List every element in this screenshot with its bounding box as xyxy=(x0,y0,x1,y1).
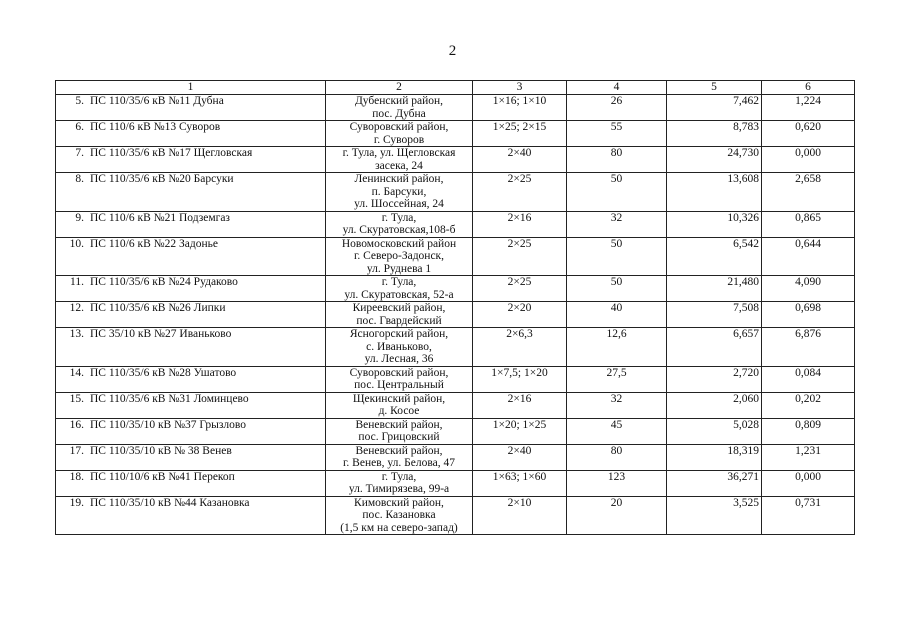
load-cell: 24,730 xyxy=(667,147,762,173)
load-cell: 2,060 xyxy=(667,392,762,418)
transformers-cell: 1×16; 1×10 xyxy=(473,95,567,121)
row-number: 7. xyxy=(75,147,84,159)
substation-cell xyxy=(56,392,326,418)
table-row xyxy=(56,276,855,302)
table-row xyxy=(56,366,855,392)
power-cell: 123 xyxy=(567,470,667,496)
table-row xyxy=(56,328,855,367)
location-cell xyxy=(326,211,473,237)
location-line: г. Тула, xyxy=(381,211,417,224)
location-line: Ленинский район, xyxy=(354,173,444,185)
substation-cell xyxy=(56,470,326,496)
power-cell: 50 xyxy=(567,237,667,276)
table-row xyxy=(56,470,855,496)
row-number: 10. xyxy=(69,237,84,250)
row-number: 18. xyxy=(69,470,84,483)
reserve-cell: 0,731 xyxy=(762,496,855,535)
substation-name: ПС 110/35/6 кВ №26 Липки xyxy=(90,302,226,314)
location-line: г. Тула, xyxy=(381,470,417,483)
row-number: 19. xyxy=(69,496,84,509)
table-row xyxy=(56,418,855,444)
transformers-cell: 2×25 xyxy=(473,173,567,212)
reserve-cell: 0,000 xyxy=(762,147,855,173)
substation-name: ПС 110/10/6 кВ №41 Перекоп xyxy=(90,470,235,483)
transformers-cell: 2×10 xyxy=(473,496,567,535)
location-line: д. Косое xyxy=(378,405,420,417)
power-cell: 45 xyxy=(567,418,667,444)
table-row xyxy=(56,173,855,212)
location-cell xyxy=(326,95,473,121)
location-line: Дубенский район, xyxy=(354,95,444,107)
substation-cell xyxy=(56,418,326,444)
substation-cell xyxy=(56,444,326,470)
location-line: Киреевский район, xyxy=(352,302,446,314)
transformers-cell: 2×25 xyxy=(473,276,567,302)
row-number: 17. xyxy=(69,444,84,457)
table-row xyxy=(56,444,855,470)
row-number: 6. xyxy=(75,121,84,133)
load-cell: 3,525 xyxy=(667,496,762,535)
substation-name: ПС 110/35/10 кВ №44 Казановка xyxy=(90,496,250,509)
location-line: (1,5 км на северо-запад) xyxy=(340,521,458,534)
power-cell: 32 xyxy=(567,392,667,418)
location-line: ул. Скуратовская,108-б xyxy=(342,224,456,236)
location-line: пос. Грицовский xyxy=(358,431,440,443)
location-line: г. Суворов xyxy=(373,133,425,146)
reserve-cell: 0,809 xyxy=(762,418,855,444)
table-row xyxy=(56,237,855,276)
power-cell: 27,5 xyxy=(567,366,667,392)
location-line: Веневский район, xyxy=(355,418,443,431)
location-line: ул. Скуратовская, 52-а xyxy=(344,288,454,301)
substation-cell xyxy=(56,121,326,147)
location-line: г. Тула, ул. Щегловская xyxy=(342,147,456,159)
column-header: 2 xyxy=(326,81,473,95)
row-number: 16. xyxy=(69,418,84,431)
location-cell xyxy=(326,496,473,535)
power-cell: 55 xyxy=(567,121,667,147)
substation-name: ПС 110/6 кВ №13 Суворов xyxy=(90,121,221,133)
substation-cell xyxy=(56,173,326,212)
transformers-cell: 2×16 xyxy=(473,211,567,237)
substation-cell xyxy=(56,366,326,392)
row-number: 11. xyxy=(70,276,84,288)
load-cell: 36,271 xyxy=(667,470,762,496)
transformers-cell: 1×25; 2×15 xyxy=(473,121,567,147)
reserve-cell: 1,231 xyxy=(762,444,855,470)
location-line: пос. Дубна xyxy=(372,107,426,120)
reserve-cell: 4,090 xyxy=(762,276,855,302)
location-line: г. Тула, xyxy=(381,276,417,288)
reserve-cell: 1,224 xyxy=(762,95,855,121)
location-cell xyxy=(326,276,473,302)
transformers-cell: 1×7,5; 1×20 xyxy=(473,366,567,392)
location-cell xyxy=(326,147,473,173)
row-number: 13. xyxy=(69,328,84,340)
transformers-cell: 2×40 xyxy=(473,147,567,173)
location-line: пос. Казановка xyxy=(362,509,436,521)
power-cell: 40 xyxy=(567,302,667,328)
table-row xyxy=(56,392,855,418)
substation-cell xyxy=(56,211,326,237)
load-cell: 5,028 xyxy=(667,418,762,444)
power-cell: 12,6 xyxy=(567,328,667,367)
row-number: 8. xyxy=(75,173,84,185)
row-number: 15. xyxy=(69,392,84,405)
table-row xyxy=(56,302,855,328)
reserve-cell: 0,644 xyxy=(762,237,855,276)
location-line: г. Северо-Задонск, xyxy=(353,250,445,262)
substation-table xyxy=(55,80,855,535)
table-row xyxy=(56,121,855,147)
location-cell xyxy=(326,392,473,418)
reserve-cell: 0,620 xyxy=(762,121,855,147)
reserve-cell: 0,202 xyxy=(762,392,855,418)
table-row xyxy=(56,147,855,173)
location-line: п. Барсуки, xyxy=(371,185,427,198)
substation-name: ПС 110/35/6 кВ №11 Дубна xyxy=(90,95,224,107)
power-cell: 26 xyxy=(567,95,667,121)
location-line: ул. Тимирязева, 99-а xyxy=(348,483,450,495)
location-cell xyxy=(326,121,473,147)
reserve-cell: 0,000 xyxy=(762,470,855,496)
power-cell: 80 xyxy=(567,444,667,470)
substation-name: ПС 110/6 кВ №21 Подземгаз xyxy=(90,211,230,224)
substation-cell xyxy=(56,237,326,276)
load-cell: 13,608 xyxy=(667,173,762,212)
load-cell: 7,462 xyxy=(667,95,762,121)
reserve-cell: 2,658 xyxy=(762,173,855,212)
substation-name: ПС 110/35/10 кВ №37 Грызлово xyxy=(90,418,246,431)
substation-name: ПС 110/35/10 кВ № 38 Венев xyxy=(90,444,232,457)
location-line: Щекинский район, xyxy=(352,392,446,405)
reserve-cell: 0,698 xyxy=(762,302,855,328)
table-body xyxy=(56,95,855,535)
column-header: 4 xyxy=(567,81,667,95)
row-number: 12. xyxy=(69,302,84,314)
power-cell: 50 xyxy=(567,173,667,212)
location-cell xyxy=(326,328,473,367)
load-cell: 6,542 xyxy=(667,237,762,276)
column-header: 3 xyxy=(473,81,567,95)
page-number: 2 xyxy=(448,43,457,59)
location-line: засека, 24 xyxy=(375,159,423,172)
table-row xyxy=(56,95,855,121)
location-line: Веневский район, xyxy=(355,444,443,457)
location-line: Кимовский район, xyxy=(354,496,444,509)
location-cell xyxy=(326,444,473,470)
table-row xyxy=(56,211,855,237)
substation-cell xyxy=(56,496,326,535)
location-line: г. Венев, ул. Белова, 47 xyxy=(343,457,455,469)
location-line: Ясногорский район, xyxy=(349,328,449,340)
load-cell: 8,783 xyxy=(667,121,762,147)
power-cell: 80 xyxy=(567,147,667,173)
substation-cell xyxy=(56,328,326,367)
column-header: 1 xyxy=(56,81,326,95)
row-number: 5. xyxy=(75,95,84,107)
transformers-cell: 2×40 xyxy=(473,444,567,470)
substation-name: ПС 110/6 кВ №22 Задонье xyxy=(90,237,218,250)
substation-cell xyxy=(56,276,326,302)
load-cell: 21,480 xyxy=(667,276,762,302)
transformers-cell: 1×63; 1×60 xyxy=(473,470,567,496)
power-cell: 20 xyxy=(567,496,667,535)
reserve-cell: 0,084 xyxy=(762,366,855,392)
location-cell xyxy=(326,418,473,444)
location-line: Суворовский район, xyxy=(349,121,449,133)
location-cell xyxy=(326,237,473,276)
location-line: Новомосковский район xyxy=(341,237,457,250)
load-cell: 7,508 xyxy=(667,302,762,328)
transformers-cell: 2×16 xyxy=(473,392,567,418)
load-cell: 10,326 xyxy=(667,211,762,237)
location-line: пос. Гвардейский xyxy=(356,314,442,327)
location-line: ул. Лесная, 36 xyxy=(364,353,434,365)
location-line: ул. Руднева 1 xyxy=(366,262,432,275)
load-cell: 2,720 xyxy=(667,366,762,392)
substation-name: ПС 110/35/6 кВ №17 Щегловская xyxy=(90,147,253,159)
location-cell xyxy=(326,470,473,496)
location-line: Суворовский район, xyxy=(349,366,449,379)
transformers-cell: 2×20 xyxy=(473,302,567,328)
location-line: пос. Центральный xyxy=(354,379,444,391)
substation-name: ПС 35/10 кВ №27 Иваньково xyxy=(90,328,232,340)
load-cell: 18,319 xyxy=(667,444,762,470)
substation-cell xyxy=(56,95,326,121)
power-cell: 32 xyxy=(567,211,667,237)
substation-name: ПС 110/35/6 кВ №20 Барсуки xyxy=(90,173,234,185)
substation-name: ПС 110/35/6 кВ №31 Ломинцево xyxy=(90,392,249,405)
substation-cell xyxy=(56,147,326,173)
row-number: 9. xyxy=(75,211,84,224)
reserve-cell: 6,876 xyxy=(762,328,855,367)
column-header: 6 xyxy=(762,81,855,95)
column-header: 5 xyxy=(667,81,762,95)
substation-name: ПС 110/35/6 кВ №28 Ушатово xyxy=(90,366,237,379)
row-number: 14. xyxy=(69,366,84,379)
power-cell: 50 xyxy=(567,276,667,302)
transformers-cell: 2×25 xyxy=(473,237,567,276)
header-row xyxy=(56,81,855,95)
substation-name: ПС 110/35/6 кВ №24 Рудаково xyxy=(90,276,238,288)
transformers-cell: 2×6,3 xyxy=(473,328,567,367)
transformers-cell: 1×20; 1×25 xyxy=(473,418,567,444)
location-cell xyxy=(326,173,473,212)
load-cell: 6,657 xyxy=(667,328,762,367)
location-cell xyxy=(326,302,473,328)
table-row xyxy=(56,496,855,535)
location-line: с. Иваньково, xyxy=(366,340,432,353)
location-cell xyxy=(326,366,473,392)
location-line: ул. Шоссейная, 24 xyxy=(354,198,444,210)
substation-cell xyxy=(56,302,326,328)
reserve-cell: 0,865 xyxy=(762,211,855,237)
